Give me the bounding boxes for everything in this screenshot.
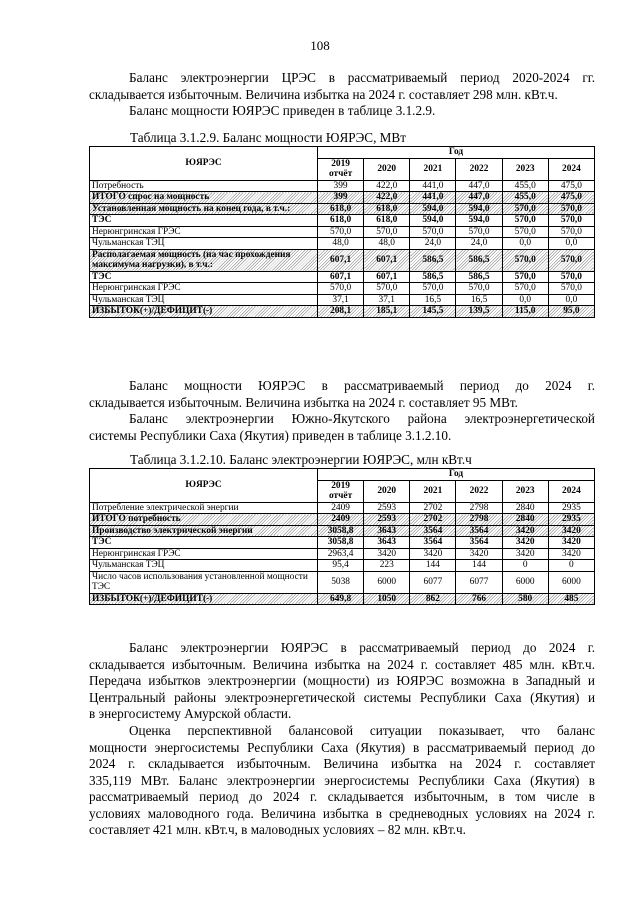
table-row [90,514,595,526]
value-cell: 2840 [502,514,548,526]
text-line: рассматриваемый период до 2024 г. складывается избыточным, в том числе в [89,789,595,804]
value-cell: 2409 [318,502,364,514]
value-cell: 37,1 [318,294,364,306]
table-row [90,502,595,514]
value-cell: 2593 [364,514,410,526]
table-header-name: ЮЯРЭС [90,147,318,181]
value-cell: 594,0 [410,203,456,215]
table-header-year: Год [318,469,595,481]
value-cell: 447,0 [456,192,502,204]
value-cell: 570,0 [548,283,594,295]
value-cell: 607,1 [364,271,410,283]
value-cell: 6077 [456,571,502,593]
table2-caption: Таблица 3.1.2.10. Баланс электроэнергии ЮЯРЭС, млн кВт.ч [130,452,472,467]
value-cell: 3420 [502,548,548,560]
row-label: Число часов использования установленной мощности ТЭС [90,571,318,593]
value-cell: 24,0 [456,238,502,250]
year-header-cell: 2020 [364,480,410,502]
table-row [90,294,595,306]
value-cell: 16,5 [410,294,456,306]
text-line: Оценка перспективной балансовой ситуации показывает, что баланс [129,723,595,738]
row-label: Располагаемая мощность (на час прохождения максимума нагрузки), в т.ч.: [90,249,318,271]
value-cell: 16,5 [456,294,502,306]
value-cell: 208,1 [318,306,364,318]
value-cell: 594,0 [410,215,456,227]
value-cell: 5038 [318,571,364,593]
paragraph-power-surplus [89,378,595,411]
paragraph-assessment [89,723,595,839]
value-cell: 570,0 [502,249,548,271]
table-body [90,180,595,317]
text-line: складывается избыточным. Величина избытка на 2024 г. составляет 95 МВт. [89,394,518,410]
row-label: Производство электрической энергии [90,525,318,537]
text-line: мощности энергосистемы Республики Саха (Якутия) в рассматриваемый период до [89,739,595,755]
value-cell: 618,0 [318,203,364,215]
value-cell: 2798 [456,514,502,526]
year-header-cell: 2021 [410,158,456,180]
value-cell: 2702 [410,514,456,526]
value-cell: 570,0 [318,226,364,238]
text-line: Баланс мощности ЮЯРЭС в рассматриваемый период до 2024 г. [129,378,595,393]
value-cell: 223 [364,560,410,572]
row-label: Нерюнгринская ГРЭС [90,283,318,295]
value-cell: 3420 [502,537,548,549]
value-cell: 2935 [548,514,594,526]
paragraph-table-ref-1 [89,103,595,120]
value-cell: 586,5 [456,249,502,271]
value-cell: 607,1 [318,249,364,271]
value-cell: 6000 [364,571,410,593]
value-cell: 3420 [410,548,456,560]
value-cell: 3564 [456,525,502,537]
text-line: условиях маловодного года. Величина избытка в средневодных условиях на 2024 г. [89,805,595,821]
value-cell: 144 [456,560,502,572]
row-label: Чульманская ТЭЦ [90,560,318,572]
table-row [90,283,595,295]
value-cell: 586,5 [410,271,456,283]
value-cell: 3420 [548,548,594,560]
value-cell: 0 [502,560,548,572]
value-cell: 3058,8 [318,537,364,549]
paragraph-table-ref-2 [89,411,595,444]
value-cell: 6000 [502,571,548,593]
value-cell: 2798 [456,502,502,514]
table-body [90,502,595,605]
value-cell: 422,0 [364,180,410,192]
text-line: складывается избыточным. Величина избытка на 2024 г. составляет 485 млн. кВт.ч. [89,656,595,672]
value-cell: 95,4 [318,560,364,572]
row-label: Чульманская ТЭЦ [90,238,318,250]
power-balance-table [89,146,595,318]
value-cell: 145,5 [410,306,456,318]
table-row [90,192,595,204]
value-cell: 0,0 [548,238,594,250]
year-header-cell: 2023 [502,158,548,180]
value-cell: 447,0 [456,180,502,192]
value-cell: 3564 [410,525,456,537]
text-line: Центральный районы электроэнергетической системы Республики Саха (Якутия) и [89,689,595,705]
text-line: системы Республики Саха (Якутия) приведен в таблице 3.1.2.10. [89,427,452,443]
value-cell: 570,0 [548,271,594,283]
value-cell: 24,0 [410,238,456,250]
value-cell: 475,0 [548,180,594,192]
value-cell: 0,0 [502,238,548,250]
value-cell: 399 [318,192,364,204]
table-row [90,593,595,605]
table-header-name: ЮЯРЭС [90,469,318,503]
value-cell: 586,5 [456,271,502,283]
value-cell: 586,5 [410,249,456,271]
table-header-year: Год [318,147,595,159]
value-cell: 3420 [364,548,410,560]
value-cell: 3420 [548,537,594,549]
value-cell: 594,0 [456,215,502,227]
value-cell: 3420 [456,548,502,560]
row-label: Потребность [90,180,318,192]
value-cell: 3420 [548,525,594,537]
value-cell: 2935 [548,502,594,514]
value-cell: 455,0 [502,180,548,192]
value-cell: 2409 [318,514,364,526]
text-line: Баланс мощности ЮЯРЭС приведен в таблице 3.1.2.9. [129,103,436,118]
table-row [90,537,595,549]
year-header-cell: 2019 отчёт [318,480,364,502]
table-row [90,180,595,192]
value-cell: 475,0 [548,192,594,204]
value-cell: 48,0 [318,238,364,250]
value-cell: 570,0 [410,226,456,238]
value-cell: 649,8 [318,593,364,605]
value-cell: 2840 [502,502,548,514]
value-cell: 95,0 [548,306,594,318]
row-label: ИТОГО потребность [90,514,318,526]
row-label: ИЗБЫТОК(+)/ДЕФИЦИТ(-) [90,593,318,605]
value-cell: 48,0 [364,238,410,250]
value-cell: 485 [548,593,594,605]
table-row [90,560,595,572]
value-cell: 0,0 [548,294,594,306]
value-cell: 0 [548,560,594,572]
value-cell: 144 [410,560,456,572]
value-cell: 594,0 [456,203,502,215]
text-line: 335,119 МВт. Баланс электроэнергии энергосистемы Республики Саха (Якутия) в [89,772,595,788]
value-cell: 185,1 [364,306,410,318]
value-cell: 6000 [548,571,594,593]
text-line: складывается избыточным. Величина избытка на 2024 г. составляет 298 млн. кВт.ч. [89,86,558,102]
row-label: Потребление электрической энергии [90,502,318,514]
table-row [90,238,595,250]
energy-balance-table [89,468,595,605]
row-label: Нерюнгринская ГРЭС [90,226,318,238]
value-cell: 618,0 [318,215,364,227]
text-line: в энергосистему Амурской области. [89,706,292,721]
value-cell: 570,0 [318,283,364,295]
value-cell: 0,0 [502,294,548,306]
value-cell: 3564 [456,537,502,549]
value-cell: 580 [502,593,548,605]
value-cell: 3643 [364,537,410,549]
value-cell: 862 [410,593,456,605]
row-label: ТЭС [90,215,318,227]
value-cell: 570,0 [548,249,594,271]
table-row [90,571,595,593]
year-header-cell: 2024 [548,480,594,502]
value-cell: 570,0 [410,283,456,295]
paragraph-energy-surplus [89,640,595,723]
text-line: Баланс электроэнергии ЮЯРЭС в рассматриваемый период до 2024 г. [129,640,595,655]
value-cell: 441,0 [410,192,456,204]
year-header-cell: 2022 [456,158,502,180]
table1-caption: Таблица 3.1.2.9. Баланс мощности ЮЯРЭС, МВт [130,130,406,145]
row-label: Нерюнгринская ГРЭС [90,548,318,560]
value-cell: 570,0 [502,215,548,227]
row-label: Чульманская ТЭЦ [90,294,318,306]
value-cell: 3058,8 [318,525,364,537]
value-cell: 766 [456,593,502,605]
value-cell: 139,5 [456,306,502,318]
value-cell: 455,0 [502,192,548,204]
text-line: Передача избытков электроэнергии (мощности) из ЮЯРЭС возможна в Западный и [89,673,595,688]
row-label: ТЭС [90,271,318,283]
row-label: ТЭС [90,537,318,549]
value-cell: 570,0 [456,226,502,238]
text-line: Баланс электроэнергии Южно-Якутского района электроэнергетической [129,411,595,426]
table-row [90,249,595,271]
year-header-cell: 2022 [456,480,502,502]
paragraph-cres-balance [89,70,595,103]
value-cell: 422,0 [364,192,410,204]
value-cell: 570,0 [502,271,548,283]
value-cell: 2702 [410,502,456,514]
value-cell: 3564 [410,537,456,549]
value-cell: 37,1 [364,294,410,306]
value-cell: 570,0 [548,203,594,215]
year-header-cell: 2024 [548,158,594,180]
value-cell: 570,0 [456,283,502,295]
value-cell: 3643 [364,525,410,537]
year-header-cell: 2023 [502,480,548,502]
table-row [90,548,595,560]
value-cell: 570,0 [364,226,410,238]
value-cell: 115,0 [502,306,548,318]
value-cell: 6077 [410,571,456,593]
page-number: 108 [310,38,330,53]
table-row [90,203,595,215]
year-header-cell: 2019 отчёт [318,158,364,180]
row-label: ИЗБЫТОК(+)/ДЕФИЦИТ(-) [90,306,318,318]
value-cell: 570,0 [548,226,594,238]
value-cell: 570,0 [502,226,548,238]
value-cell: 441,0 [410,180,456,192]
value-cell: 607,1 [364,249,410,271]
value-cell: 570,0 [364,283,410,295]
year-header-cell: 2020 [364,158,410,180]
value-cell: 618,0 [364,215,410,227]
value-cell: 570,0 [502,283,548,295]
year-header-cell: 2021 [410,480,456,502]
value-cell: 1050 [364,593,410,605]
value-cell: 2593 [364,502,410,514]
value-cell: 570,0 [548,215,594,227]
text-line: составляет 421 млн. кВт.ч, в маловодных условиях – 82 млн. кВт.ч. [89,822,466,837]
value-cell: 3420 [502,525,548,537]
value-cell: 2963,4 [318,548,364,560]
text-line: 2024 г. складывается избыточным. Величина избытка на 2024 г. составляет [89,756,595,771]
row-label: ИТОГО спрос на мощность [90,192,318,204]
value-cell: 618,0 [364,203,410,215]
table-row [90,215,595,227]
text-line: Баланс электроэнергии ЦРЭС в рассматриваемый период 2020-2024 гг. [129,70,595,85]
table-row [90,271,595,283]
value-cell: 607,1 [318,271,364,283]
table-row [90,306,595,318]
table-row [90,226,595,238]
value-cell: 570,0 [502,203,548,215]
row-label: Установленная мощность на конец года, в т.ч.: [90,203,318,215]
value-cell: 399 [318,180,364,192]
table-row [90,525,595,537]
